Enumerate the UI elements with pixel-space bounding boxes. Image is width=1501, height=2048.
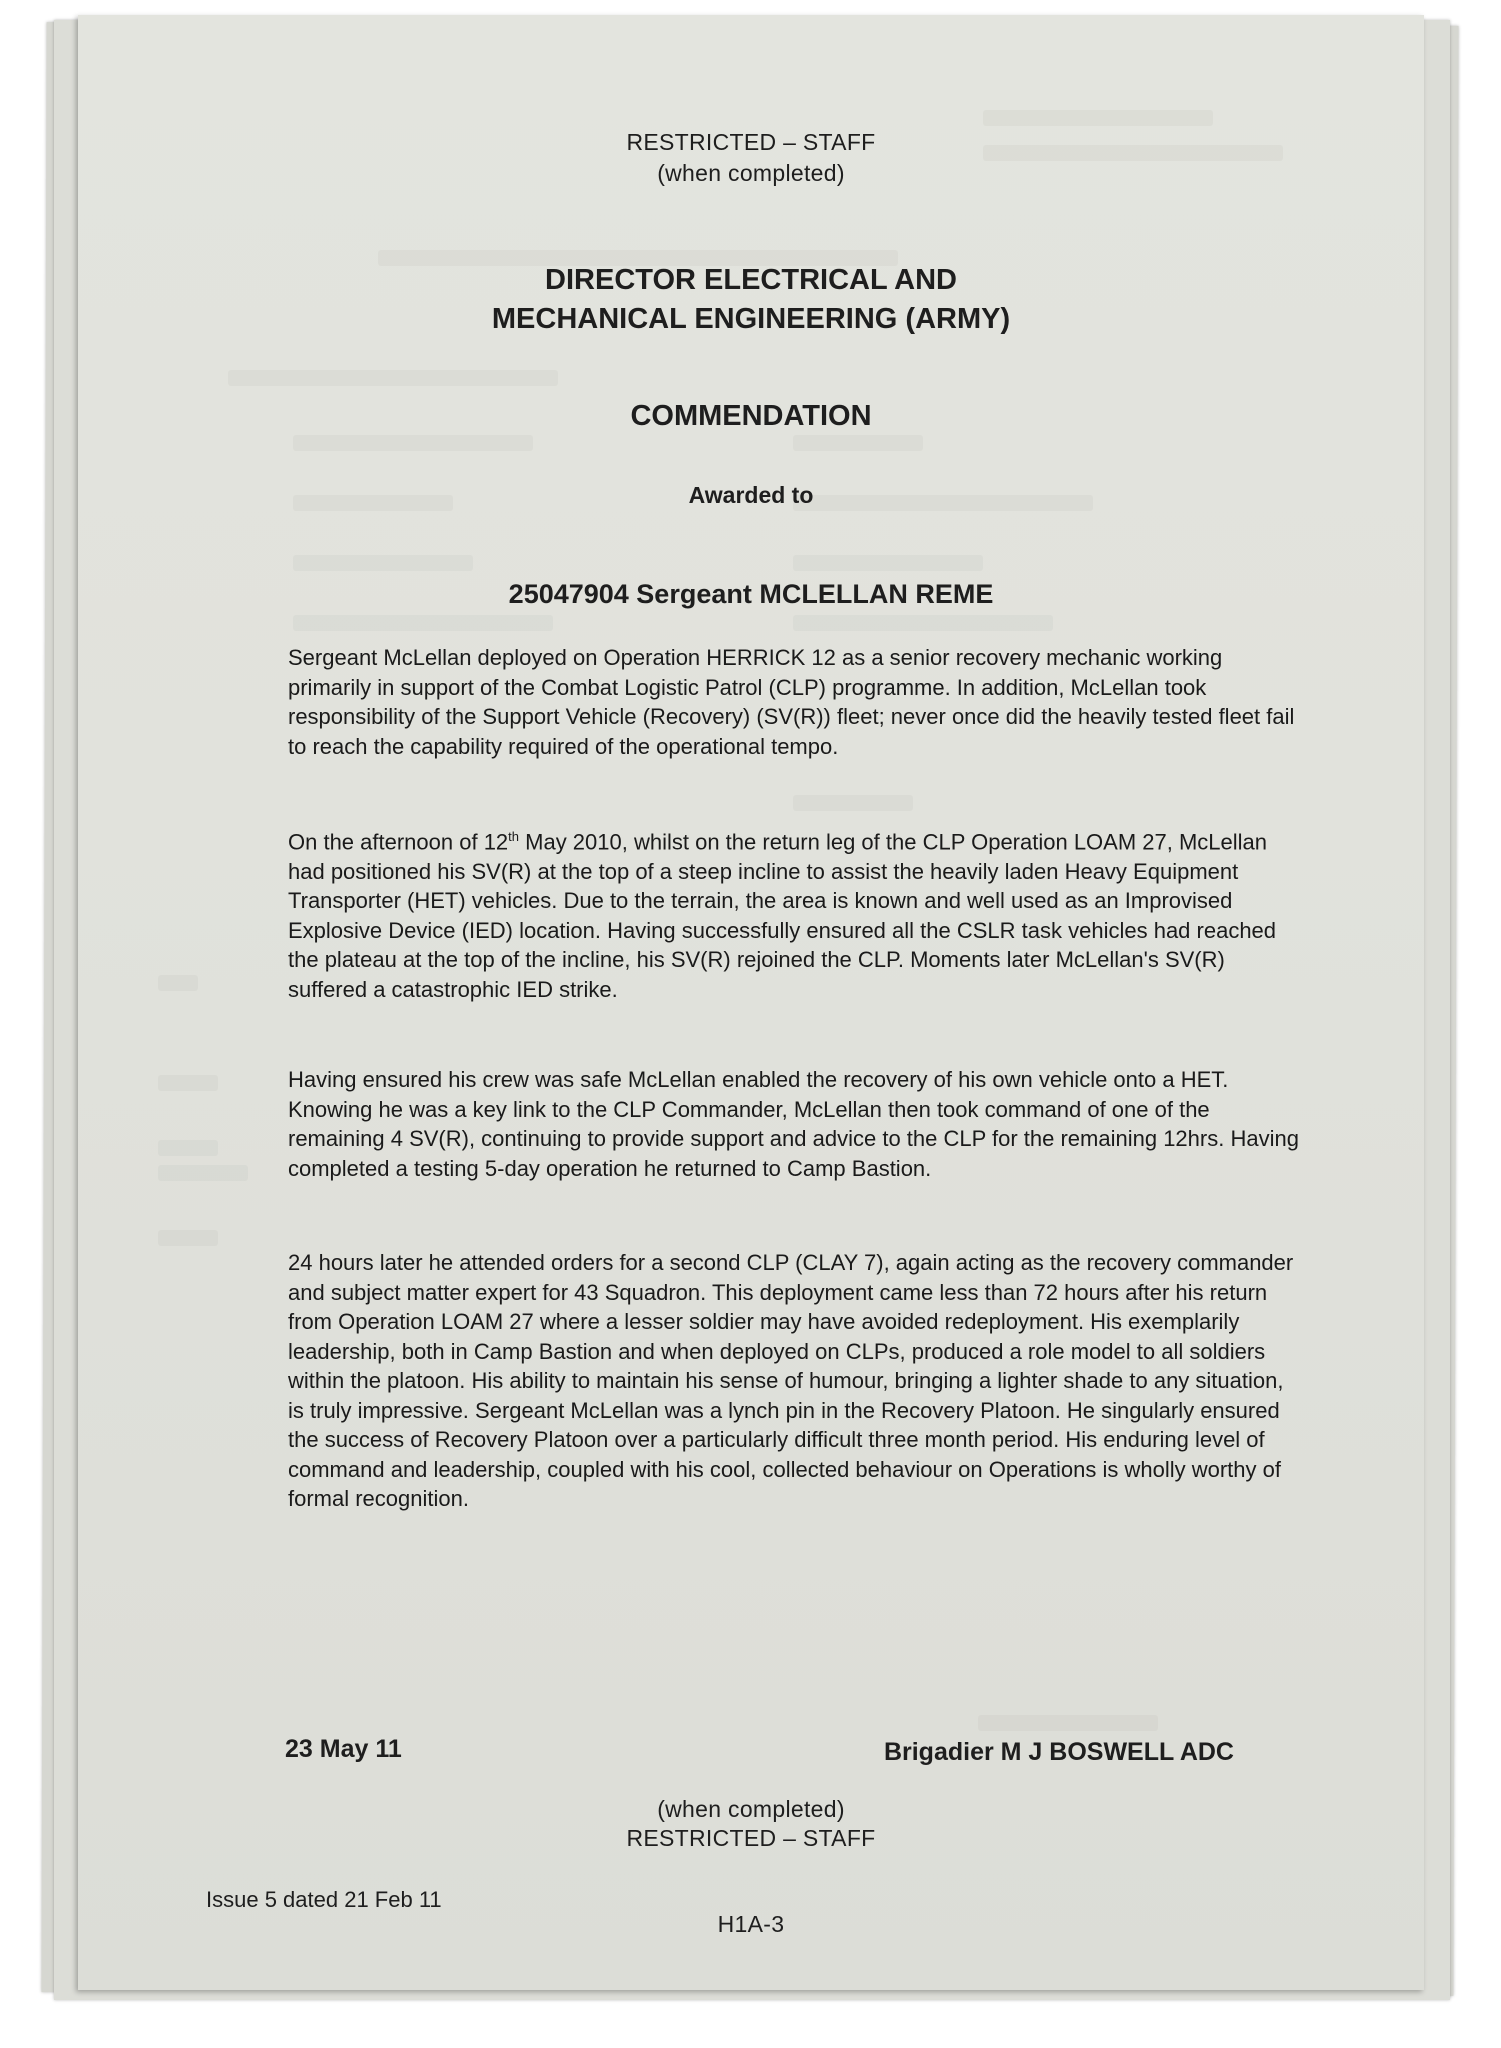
- paragraph-3-block: [288, 1065, 1303, 1183]
- paragraph-3: Having ensured his crew was safe McLellan enabled the recovery of his own vehicle onto a HET. Knowing he was a key link to the CLP Commander, McLellan then took command of one of the remaining 4 SV(R), continuing to provide support and advice to the CLP for the remaining 12hrs. Having completed a testing 5-day operation he returned to Camp Bastion.: [288, 1067, 1299, 1181]
- paragraph-2-rest: May 2010, whilst on the return leg of the CLP Operation LOAM 27, McLellan had positioned his SV(R) at the top of a steep incline to assist the heavily laden Heavy Equipment Transporter (HET) vehicles. Due to the terrain, the area is known and well used as an Improvised Explosive Device (IED) location. Having successfully ensured all the CSLR task vehicles had reached the plateau at the top of the incline, his SV(R) rejoined the CLP. Moments later McLellan's SV(R) suffered a catastrophic IED strike.: [288, 829, 1277, 1002]
- ordinal-suffix: th: [508, 829, 520, 844]
- paragraph-2-block: [288, 822, 1303, 1004]
- title-line-1: DIRECTOR ELECTRICAL AND: [545, 264, 957, 296]
- classification-header: RESTRICTED – STAFF: [626, 129, 876, 155]
- paragraph-2: [288, 822, 1303, 1004]
- title-line-2: MECHANICAL ENGINEERING (ARMY): [491, 303, 1011, 335]
- awarded-to-label: Awarded to: [688, 482, 814, 508]
- signatory-name: Brigadier M J BOSWELL ADC: [883, 1738, 1234, 1766]
- document-page: [78, 15, 1424, 1990]
- commendation-body: [288, 643, 1303, 761]
- paragraph-4-block: [288, 1248, 1303, 1514]
- classification-footer-note: (when completed): [657, 1796, 845, 1822]
- recipient-name: 25047904 Sergeant MCLELLAN REME: [508, 579, 994, 609]
- issue-date: Issue 5 dated 21 Feb 11: [206, 1887, 442, 1912]
- classification-footer: RESTRICTED – STAFF: [626, 1825, 876, 1851]
- signature-date: 23 May 11: [285, 1735, 402, 1763]
- document-type: COMMENDATION: [630, 400, 872, 432]
- paragraph-2-start: On the afternoon of 12: [288, 829, 509, 855]
- paragraph-1: Sergeant McLellan deployed on Operation HERRICK 12 as a senior recovery mechanic working primarily in support of the Combat Logistic Patrol (CLP) programme. In addition, McLellan took responsibility of the Support Vehicle (Recovery) (SV(R)) fleet; never once did the heavily tested fleet fail to reach the capability required of the operational tempo.: [288, 645, 1295, 759]
- classification-header-note: (when completed): [657, 160, 845, 186]
- page-reference: H1A-3: [717, 1911, 785, 1937]
- paragraph-4: 24 hours later he attended orders for a second CLP (CLAY 7), again acting as the recovery commander and subject matter expert for 43 Squadron. This deployment came less than 72 hours after his return from Operation LOAM 27 where a lesser soldier may have avoided redeployment. His exemplarily leadership, both in Camp Bastion and when deployed on CLPs, produced a role model to all soldiers within the platoon. His ability to maintain his sense of humour, bringing a lighter shade to any situation, is truly impressive. Sergeant McLellan was a lynch pin in the Recovery Platoon. He singularly ensured the success of Recovery Platoon over a particularly difficult three month period. His enduring level of command and leadership, coupled with his cool, collected behaviour on Operations is wholly worthy of formal recognition.: [288, 1250, 1294, 1511]
